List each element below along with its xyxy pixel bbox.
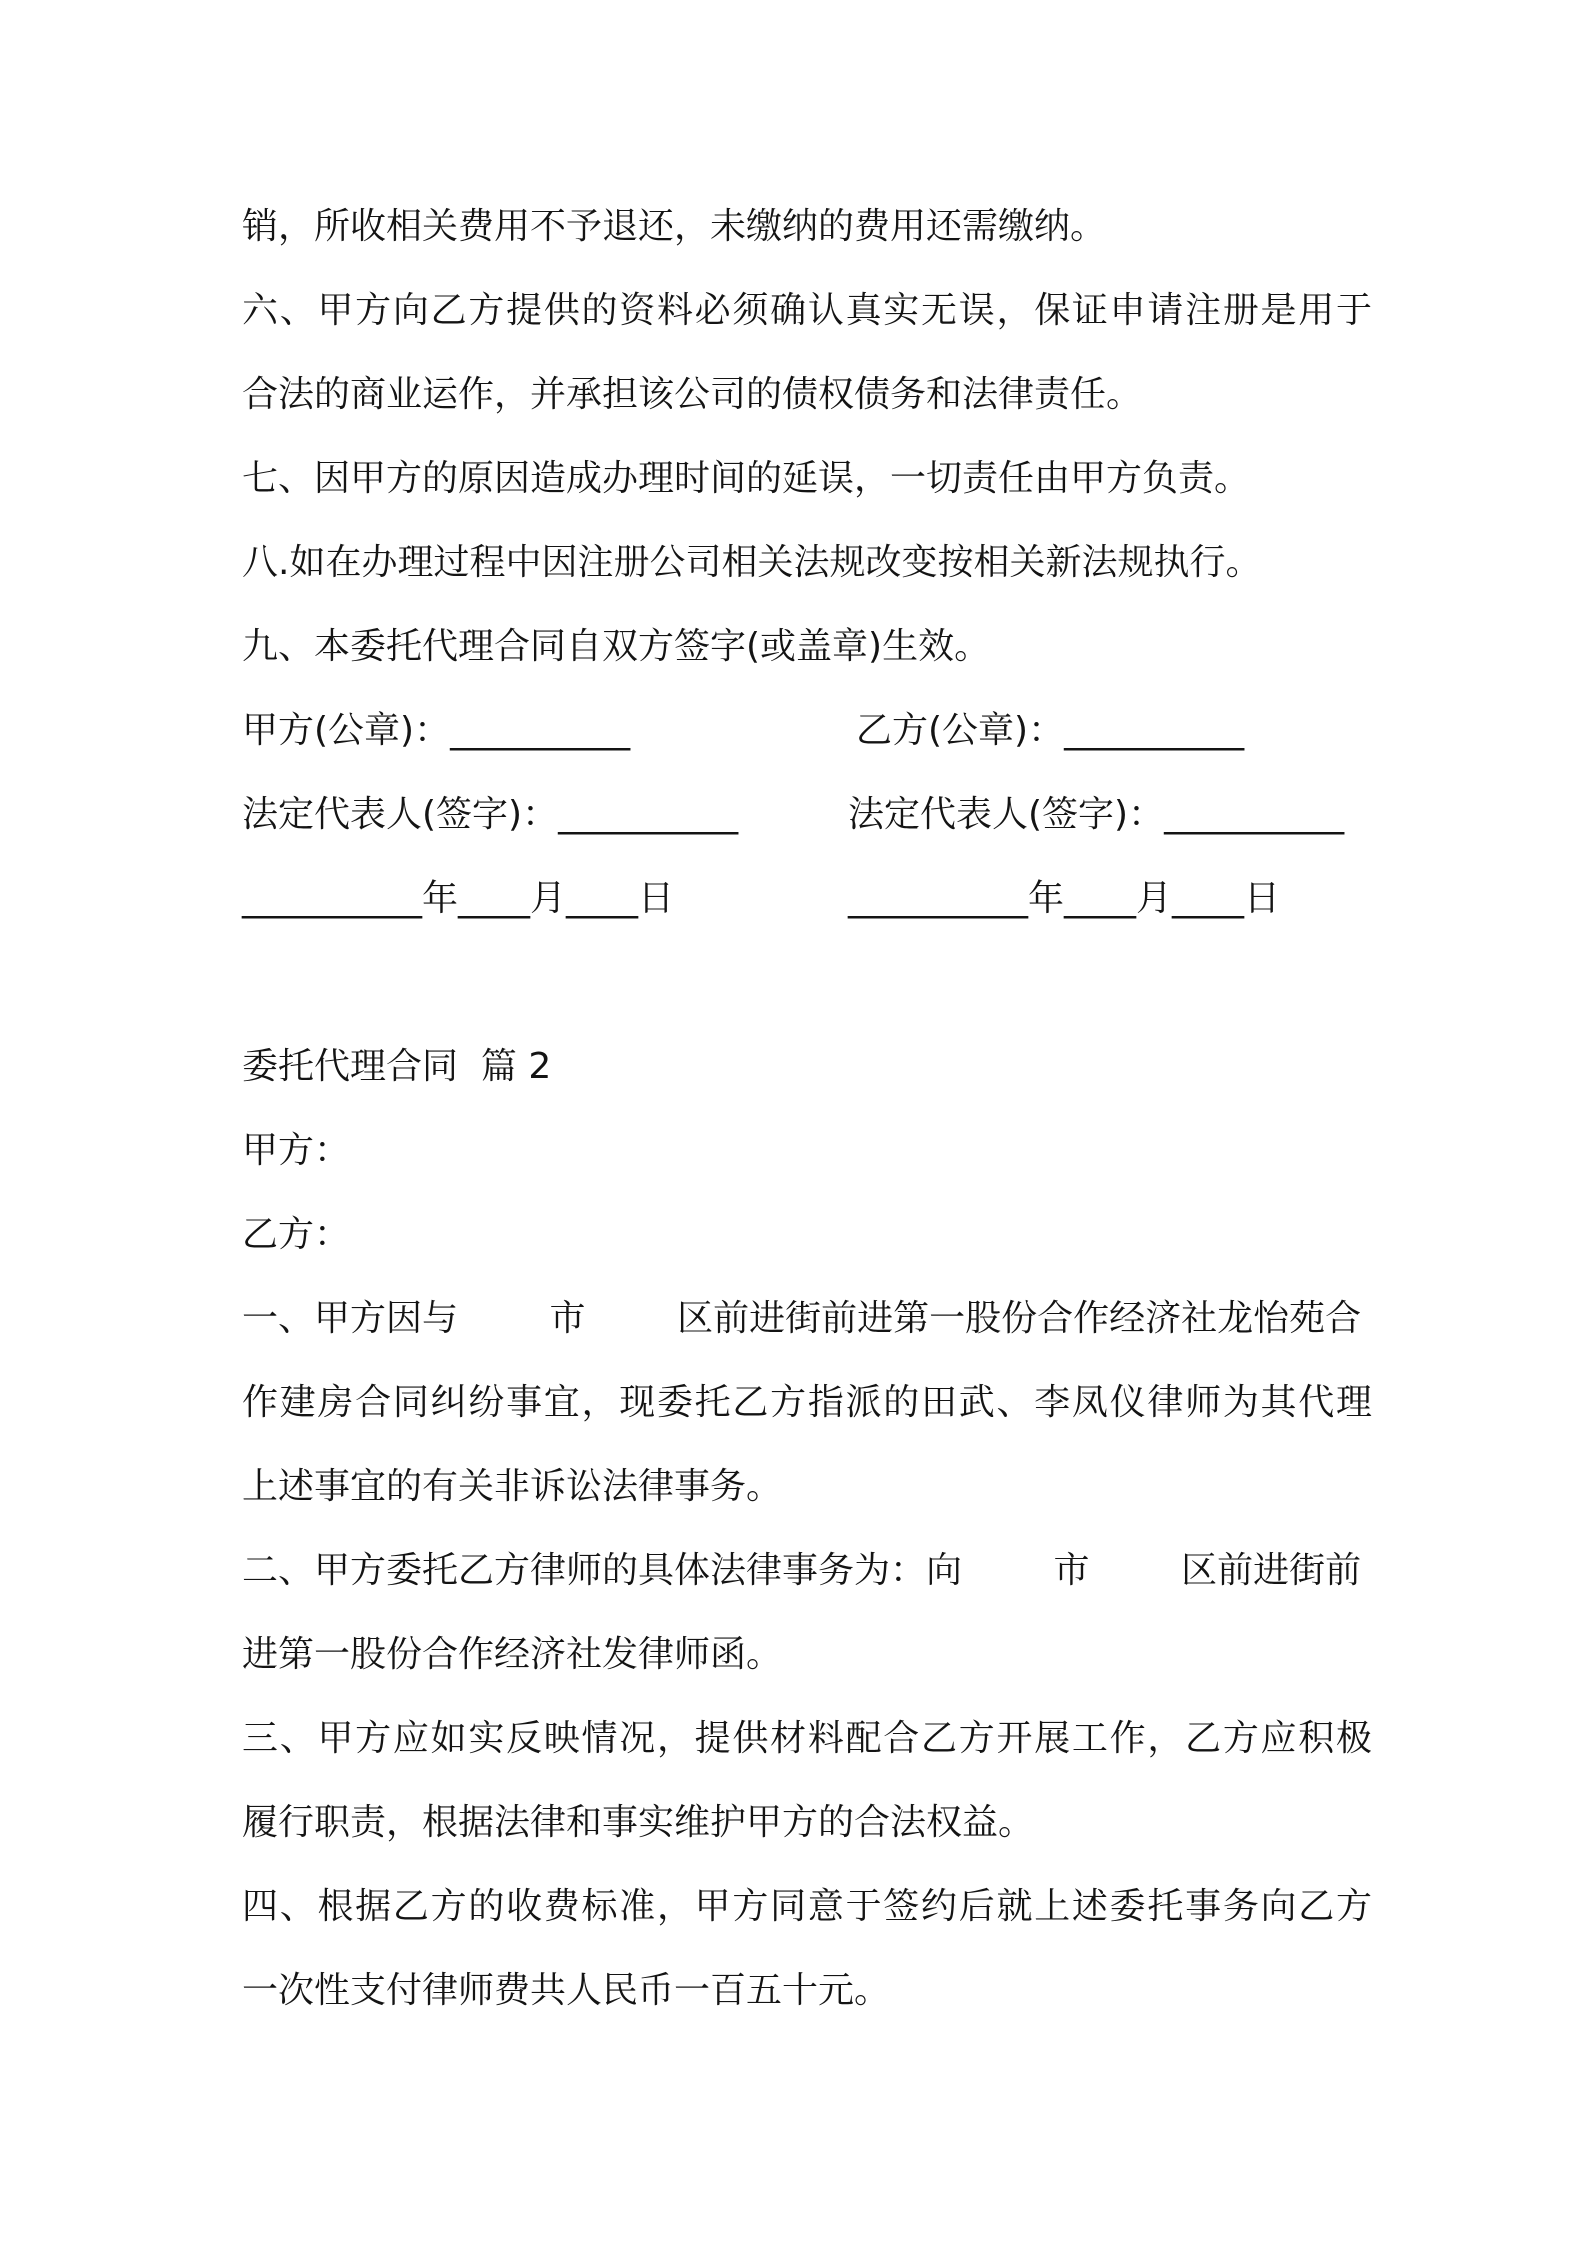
section-title: 委托代理合同 篇 2 — [242, 1046, 552, 1087]
paragraph-line: 六、甲方向乙方提供的资料必须确认真实无误，保证申请注册是用于 — [242, 290, 1372, 331]
party-b-label: 乙方： — [242, 1214, 351, 1255]
paragraph-line: 一、甲方因与 市 区前进街前进第一股份合作经济社龙怡苑合 — [242, 1298, 1362, 1339]
paragraph-line: 八.如在办理过程中因注册公司相关法规改变按相关新法规执行。 — [242, 542, 1262, 583]
party-a-representative-field: 法定代表人(签字)：__________ — [242, 794, 739, 835]
paragraph-line: 进第一股份合作经济社发律师函。 — [242, 1634, 783, 1675]
paragraph-line: 九、本委托代理合同自双方签字(或盖章)生效。 — [242, 626, 991, 667]
party-a-seal-field: 甲方(公章)：__________ — [242, 710, 631, 751]
paragraph-line: 销，所收相关费用不予退还，未缴纳的费用还需缴纳。 — [242, 206, 1107, 247]
party-a-label: 甲方： — [242, 1130, 351, 1171]
party-b-date-field: __________年____月____日 — [848, 878, 1280, 919]
party-b-seal-field: 乙方(公章)：__________ — [856, 710, 1245, 751]
paragraph-line: 履行职责，根据法律和事实维护甲方的合法权益。 — [242, 1802, 1035, 1843]
paragraph-line: 上述事宜的有关非诉讼法律事务。 — [242, 1466, 783, 1507]
paragraph-line: 七、因甲方的原因造成办理时间的延误，一切责任由甲方负责。 — [242, 458, 1251, 499]
paragraph-line: 二、甲方委托乙方律师的具体法律事务为：向 市 区前进街前 — [242, 1550, 1362, 1591]
paragraph-line: 合法的商业运作，并承担该公司的债权债务和法律责任。 — [242, 374, 1143, 415]
paragraph-line: 三、甲方应如实反映情况，提供材料配合乙方开展工作，乙方应积极 — [242, 1718, 1372, 1759]
paragraph-line: 一次性支付律师费共人民币一百五十元。 — [242, 1970, 891, 2011]
party-b-representative-field: 法定代表人(签字)：__________ — [848, 794, 1345, 835]
paragraph-line: 四、根据乙方的收费标准，甲方同意于签约后就上述委托事务向乙方 — [242, 1886, 1372, 1927]
paragraph-line: 作建房合同纠纷事宜，现委托乙方指派的田武、李凤仪律师为其代理 — [242, 1382, 1372, 1423]
party-a-date-field: __________年____月____日 — [242, 878, 674, 919]
